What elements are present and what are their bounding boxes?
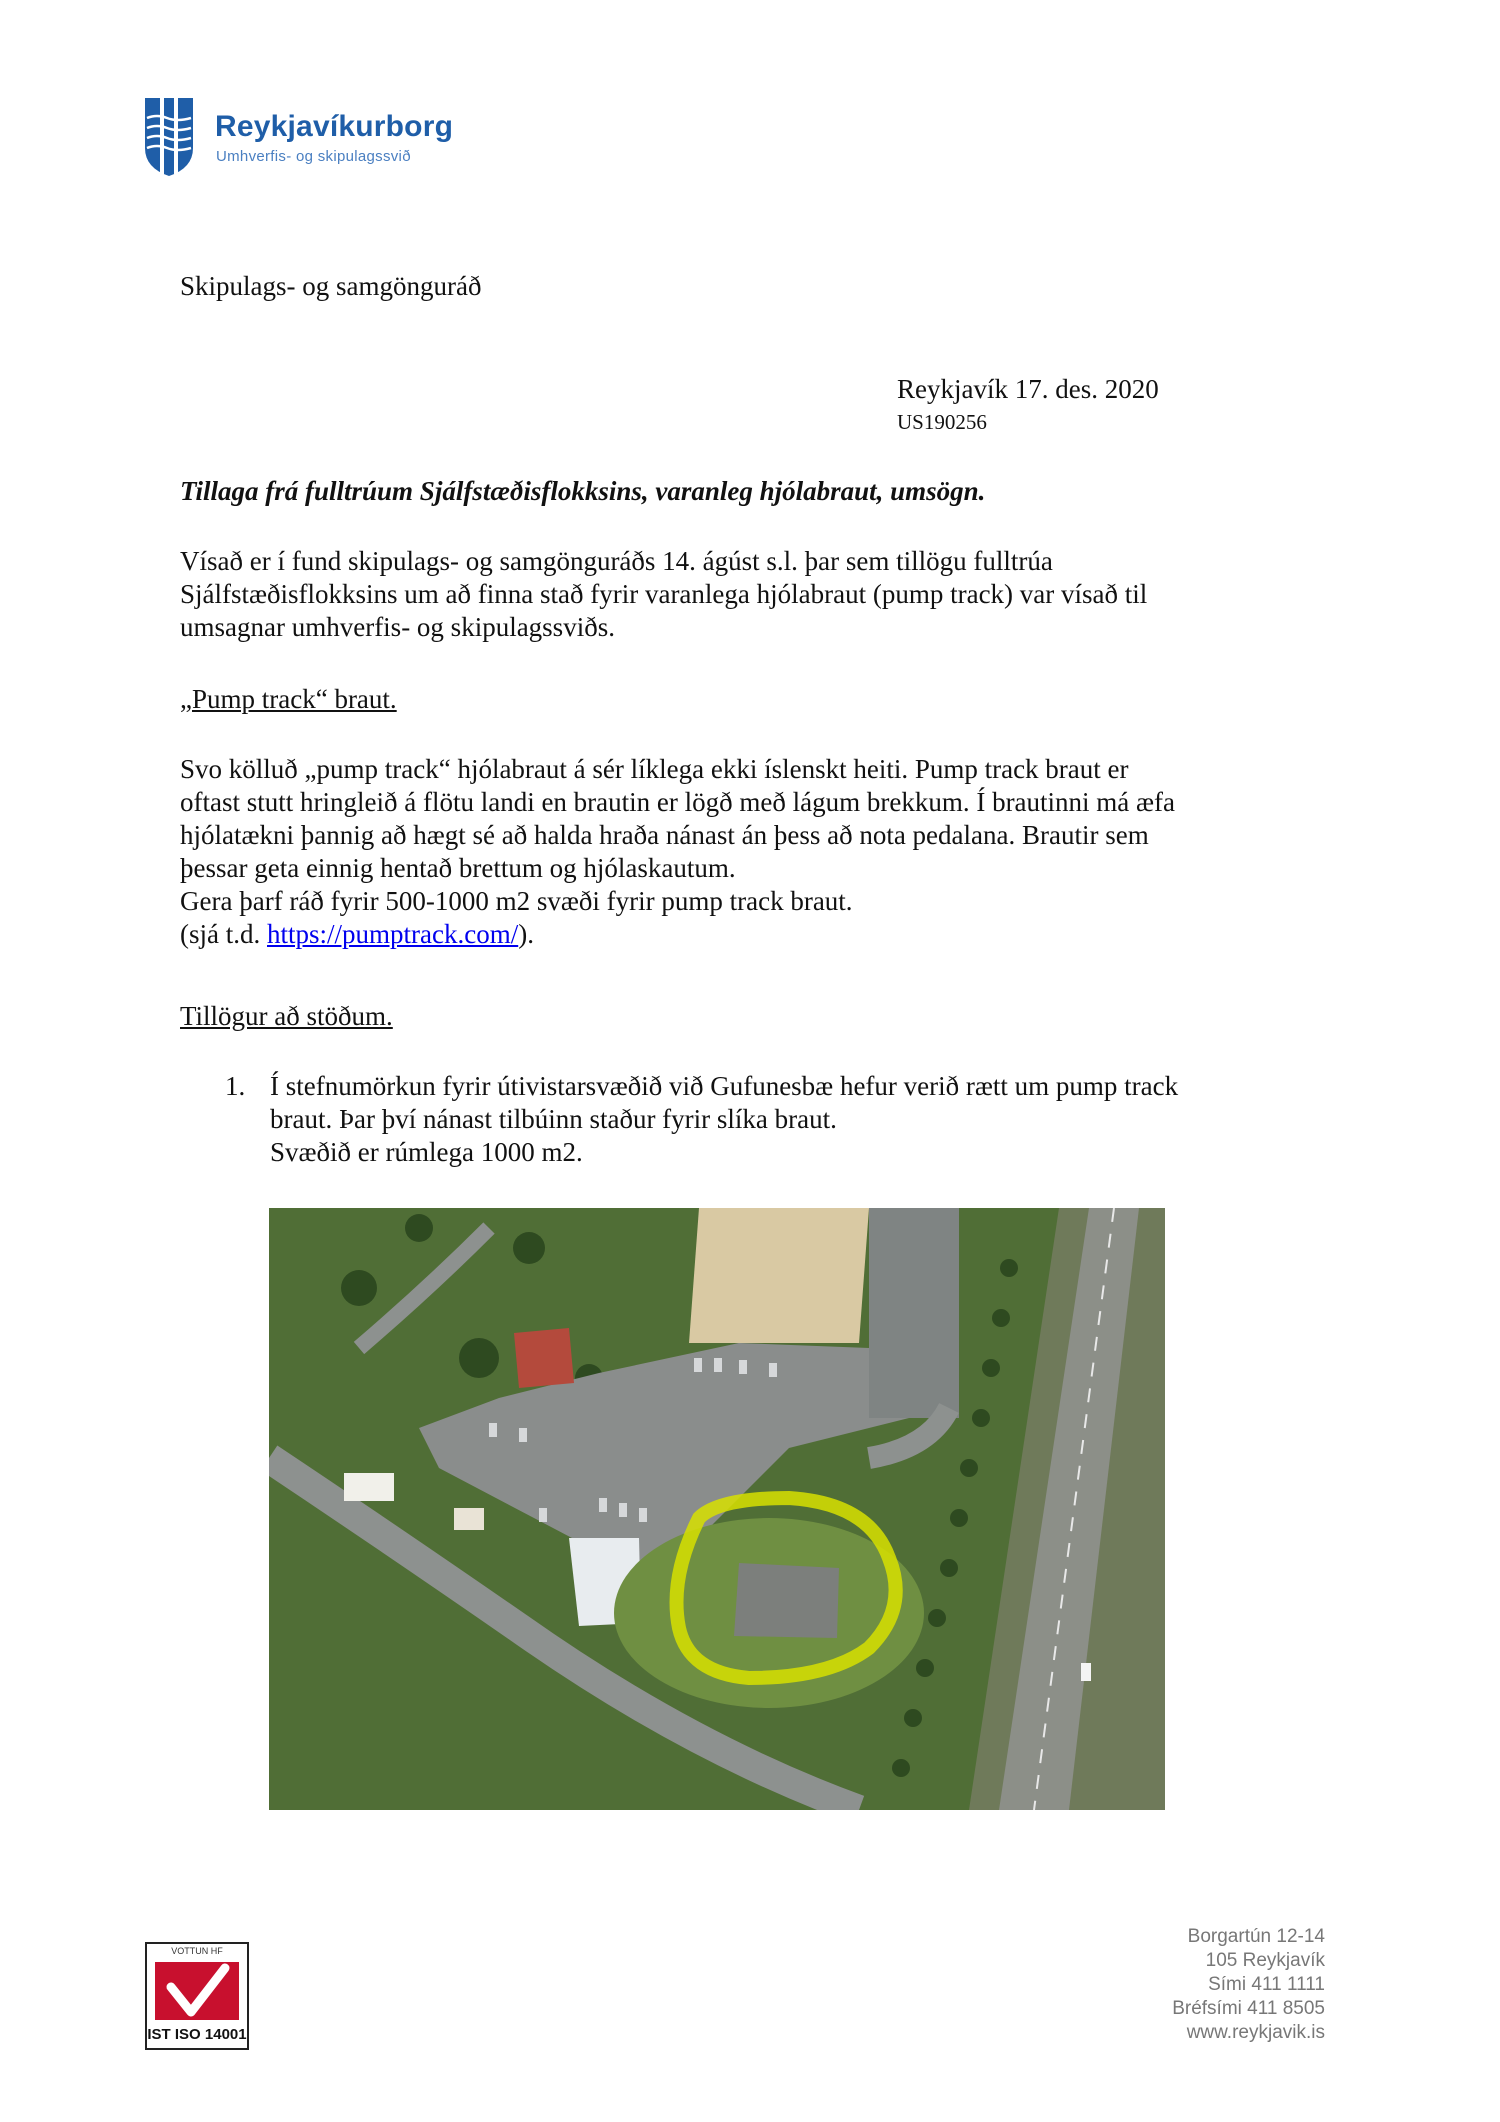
org-subtitle: Umhverfis- og skipulagssvið [216,148,411,165]
text-line: Svo kölluð „pump track“ hjólabraut á sér líklega ekki íslenskt heiti. Pump track braut er [180,754,1129,784]
footer-address [1172,1925,1325,2045]
reference-number: US190256 [897,410,987,434]
section-heading-locations [180,1000,1350,1033]
text-line: umsagnar umhverfis- og skipulagssviðs. [180,612,615,642]
iso-14001-badge [145,1942,249,2050]
section-heading-pump-track [180,683,1350,716]
text-line: Gera þarf ráð fyrir 500-1000 m2 svæði fyrir pump track braut. [180,886,853,916]
heading-text: Tillögur að stöðum. [180,1001,393,1031]
list-item [270,1070,1310,1169]
text-line: þessar geta einnig hentað brettum og hjólaskautum. [180,853,736,883]
reykjavik-shield-icon [143,96,195,178]
address-line: 105 Reykjavík [1205,1950,1325,1971]
text-line: oftast stutt hringleið á flötu landi en brautin er lögð með lágum brekkum. Í brautinni má æfa [180,787,1176,817]
ref-suffix: ). [518,919,534,949]
ref-prefix: (sjá t.d. [180,919,267,949]
text-line: braut. Þar því nánast tilbúinn staður fyrir slíka braut. [270,1104,837,1134]
aerial-site-photo [269,1208,1165,1810]
text-line: Svæðið er rúmlega 1000 m2. [270,1137,583,1167]
address-line: Borgartún 12-14 [1187,1926,1325,1947]
heading-text: „Pump track“ braut. [180,684,397,714]
iso-top-text: VOTTUN HF [171,1946,223,1956]
iso-bottom-text: IST ISO 14001 [147,2026,247,2043]
text-line: Sjálfstæðisflokksins um að finna stað fyrir varanlega hjólabraut (pump track) var vísað til [180,579,1148,609]
text-line: Í stefnumörkun fyrir útivistarsvæðið við Gufunesbæ hefur verið rætt um pump track [270,1071,1179,1101]
list-item-number: 1. [225,1071,246,1101]
text-line: hjólatækni þannig að hægt sé að halda hraða nánast án þess að nota pedalana. Brautir sem [180,820,1149,850]
reference-line [180,918,1350,951]
pumptrack-link[interactable]: https://pumptrack.com/ [267,919,519,949]
text-line: Vísað er í fund skipulags- og samgönguráðs 14. ágúst s.l. þar sem tillögu fulltrúa [180,546,1053,576]
address-line: Bréfsími 411 8505 [1172,1998,1325,2019]
address-line: Sími 411 1111 [1208,1974,1325,1995]
recipient: Skipulags- og samgönguráð [180,271,482,301]
document-title: Tillaga frá fulltrúum Sjálfstæðisflokksins, varanleg hjólabraut, umsögn. [180,476,986,506]
pump-track-paragraph [180,753,1350,951]
org-name: Reykjavíkurborg [215,110,454,143]
date-line: Reykjavík 17. des. 2020 [897,374,1159,404]
intro-paragraph [180,545,1350,644]
website-link[interactable]: www.reykjavik.is [1186,2022,1325,2043]
